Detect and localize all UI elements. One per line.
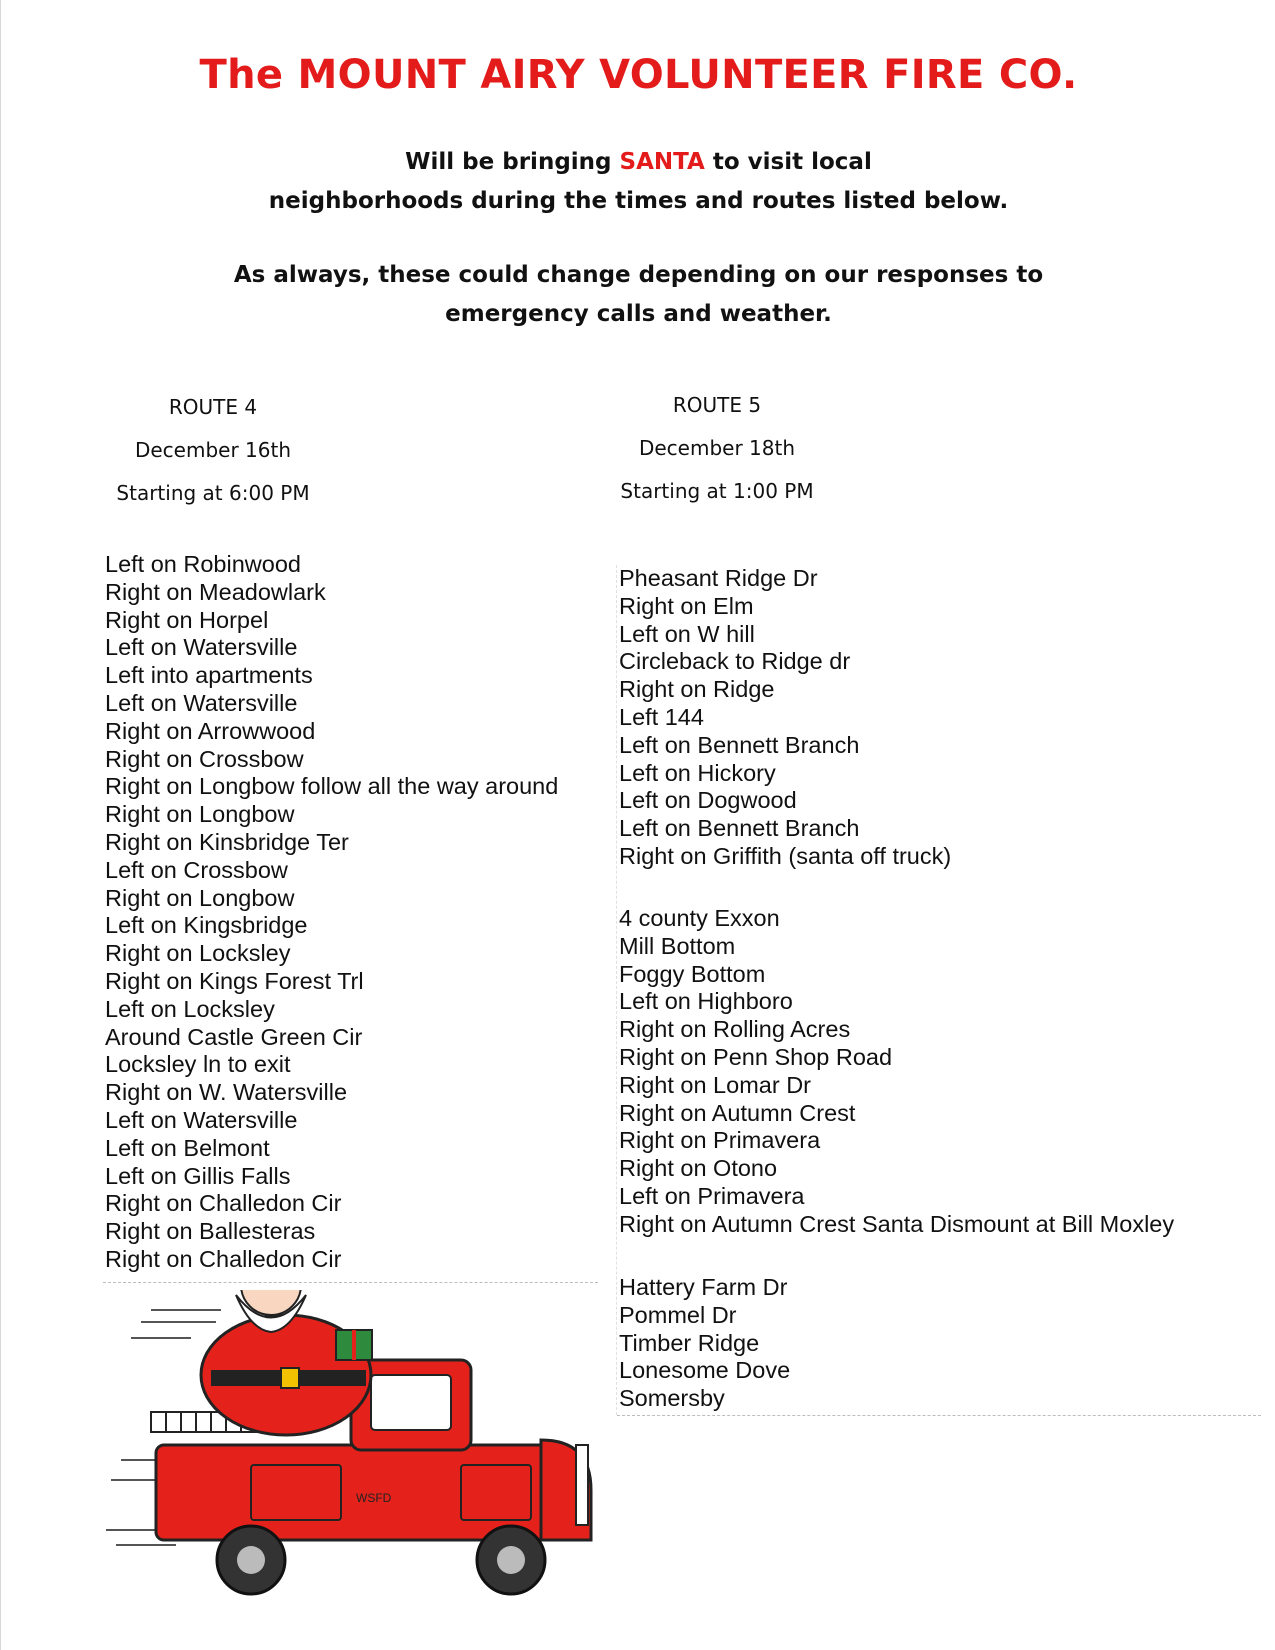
route-step: Right on Otono — [619, 1155, 778, 1182]
route-step: Left on W hill — [619, 620, 755, 647]
route-step: Right on Ballesteras — [105, 1218, 316, 1245]
notice-line-2: emergency calls and weather. — [445, 301, 832, 327]
route-step: Left on Gillis Falls — [105, 1162, 291, 1189]
route-step: Right on Ridge — [619, 676, 775, 703]
santa-fire-truck-illustration — [101, 1290, 621, 1620]
route-step: Left on Kingsbridge — [105, 912, 308, 939]
route-step: Pommel Dr — [619, 1301, 737, 1328]
route-step: Locksley ln to exit — [105, 1051, 291, 1078]
route-step: Left on Watersville — [105, 1106, 298, 1133]
route-step: Right on Primavera — [619, 1127, 821, 1154]
column-divider — [616, 565, 617, 1415]
intro-after: to visit local — [704, 149, 872, 175]
route-step: Left 144 — [619, 703, 704, 730]
route-step: Right on Kinsbridge Ter — [105, 828, 349, 855]
page-title: The MOUNT AIRY VOLUNTEER FIRE CO. — [199, 52, 1078, 98]
route5-header — [597, 384, 837, 513]
route-step: Right on Challedon Cir — [105, 1245, 342, 1272]
intro-before: Will be bringing — [405, 149, 620, 175]
route-step: Right on Horpel — [105, 606, 269, 633]
route-step: Right on Arrowwood — [105, 717, 316, 744]
route-step: Left on Watersville — [105, 634, 298, 661]
route-step: Right on Elm — [619, 592, 754, 619]
route-step: Around Castle Green Cir — [105, 1023, 363, 1050]
route5-start-time: Starting at 1:00 PM — [620, 479, 814, 503]
route5-divider — [617, 1415, 1261, 1416]
route-step: Right on Crossbow — [105, 745, 304, 772]
route-step: Right on Longbow follow all the way around — [105, 773, 559, 800]
intro-line-2: neighborhoods during the times and routes listed below. — [268, 188, 1009, 214]
route-step: Right on Autumn Crest Santa Dismount at Bill Moxley — [619, 1210, 1175, 1237]
route-step: Right on Locksley — [105, 940, 291, 967]
route-step: Somersby — [619, 1385, 725, 1412]
route-step: Right on Longbow — [105, 801, 295, 828]
route5-name: ROUTE 5 — [672, 393, 762, 417]
route4-date: December 16th — [134, 438, 292, 462]
route-step: Left on Bennett Branch — [619, 815, 860, 842]
route-step: Right on Autumn Crest — [619, 1099, 856, 1126]
route5-steps-group-3 — [619, 1274, 790, 1413]
route-step: Foggy Bottom — [619, 960, 766, 987]
route-step: Right on Meadowlark — [105, 578, 326, 605]
route5-steps-group-1 — [619, 565, 951, 871]
route4-divider — [103, 1282, 598, 1283]
route-step: Left on Primavera — [619, 1182, 805, 1209]
route-step: Left on Dogwood — [619, 787, 797, 814]
route-step: Right on Penn Shop Road — [619, 1043, 893, 1070]
route-step: Left on Robinwood — [105, 551, 301, 577]
route-step: Left on Bennett Branch — [619, 731, 860, 758]
route-step: Right on Rolling Acres — [619, 1016, 851, 1043]
route-step: Right on Griffith (santa off truck) — [619, 842, 952, 869]
route4-header — [93, 386, 333, 515]
route-step: Left on Belmont — [105, 1134, 270, 1161]
route-step: Right on Longbow — [105, 884, 295, 911]
route4-start-time: Starting at 6:00 PM — [116, 481, 310, 505]
route-step: Mill Bottom — [619, 932, 736, 959]
route-step: Circleback to Ridge dr — [619, 648, 851, 675]
route4-steps — [105, 551, 558, 1274]
route-step: Left into apartments — [105, 662, 313, 689]
route-step: Right on Kings Forest Trl — [105, 967, 364, 994]
route-step: Timber Ridge — [619, 1329, 760, 1356]
santa — [201, 1290, 372, 1435]
route-step: Left on Watersville — [105, 689, 298, 716]
intro-text — [1, 143, 1275, 221]
route-step: Left on Highboro — [619, 988, 793, 1015]
intro-line-1 — [1, 143, 1275, 182]
route-step: Right on Challedon Cir — [105, 1190, 342, 1217]
santa-highlight: SANTA — [619, 149, 705, 175]
route-step: Lonesome Dove — [619, 1357, 791, 1384]
route-step: Right on W. Watersville — [105, 1079, 348, 1106]
route5-date: December 18th — [638, 436, 796, 460]
route-step: 4 county Exxon — [619, 905, 780, 931]
notice-line-1: As always, these could change depending on our responses to — [233, 262, 1044, 288]
route-step: Left on Locksley — [105, 995, 275, 1022]
notice-text — [1, 256, 1275, 334]
route4-name: ROUTE 4 — [168, 395, 258, 419]
route-step: Left on Crossbow — [105, 856, 288, 883]
route-step: Left on Hickory — [619, 759, 776, 786]
route-step: Pheasant Ridge Dr — [619, 565, 818, 591]
route5-steps-group-2 — [619, 905, 1174, 1239]
route-step: Right on Lomar Dr — [619, 1071, 811, 1098]
truck-lettering: WSFD — [356, 1491, 392, 1505]
route-step: Hattery Farm Dr — [619, 1274, 788, 1300]
